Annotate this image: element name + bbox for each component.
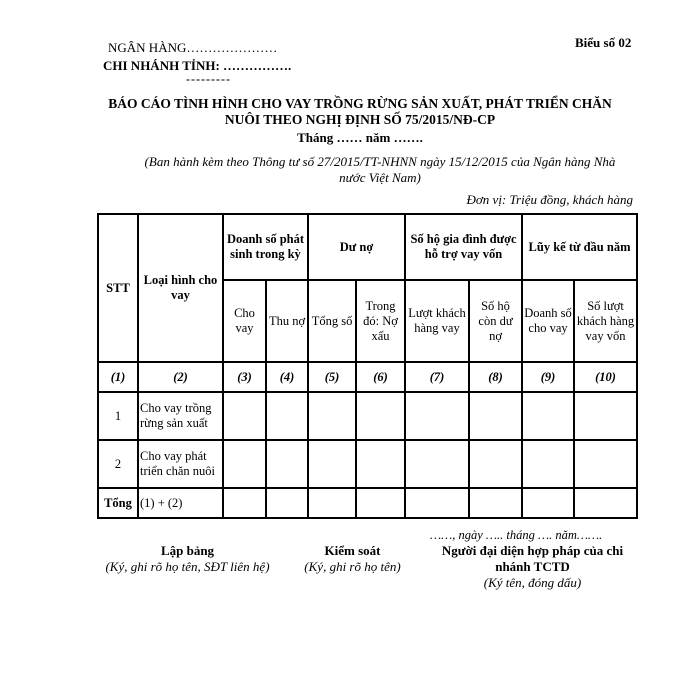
header-households: Số hộ gia đình được hỗ trợ vay vốn [405,214,522,280]
column-number: (2) [138,362,223,392]
empty-cell [574,488,637,518]
table-row [98,392,637,440]
row-stt: 2 [98,440,138,488]
column-number: (7) [405,362,469,392]
column-number: (5) [308,362,356,392]
issuance-note [100,154,660,186]
row-label: Cho vay trồng rừng sản xuất [138,392,223,440]
empty-cell [356,488,405,518]
subheader-cum-turns: Số lượt khách hàng vay vốn [574,280,637,362]
column-number: (4) [266,362,308,392]
empty-cell [522,392,574,440]
header-outstanding: Dư nợ [308,214,405,280]
row-stt: 1 [98,392,138,440]
empty-cell [266,440,308,488]
bank-label: NGÂN HÀNG………………… [108,40,278,55]
subheader-collect: Thu nợ [266,280,308,362]
empty-cell [266,488,308,518]
signature-representative [425,543,640,591]
header-stt: STT [98,214,138,362]
empty-cell [522,440,574,488]
empty-cell [522,488,574,518]
signature-controller [290,543,415,575]
empty-cell [356,440,405,488]
preparer-title: Lập bảng [160,543,215,558]
table-header-row [98,214,637,280]
unit-label: Đơn vị: Triệu đồng, khách hàng [466,192,633,207]
subheader-lend: Cho vay [223,280,266,362]
preparer-note: (Ký, ghi rõ họ tên, SĐT liên hệ) [105,559,270,574]
column-number: (8) [469,362,522,392]
subheader-total: Tổng số [308,280,356,362]
total-stt: Tổng [98,488,138,518]
empty-cell [405,392,469,440]
column-number-row [98,362,637,392]
report-title-line-2: NUÔI THEO NGHỊ ĐỊNH SỐ 75/2015/NĐ-CP [224,112,496,127]
header-turnover: Doanh số phát sinh trong kỳ [223,214,308,280]
report-title [90,96,630,128]
subheader-households-owing: Số hộ còn dư nợ [469,280,522,362]
controller-title: Kiểm soát [324,543,381,558]
controller-note: (Ký, ghi rõ họ tên) [304,559,401,574]
empty-cell [405,440,469,488]
subheader-bad-debt: Trong đó: Nợ xấu [356,280,405,362]
empty-cell [223,392,266,440]
form-number: Biểu số 02 [575,35,632,50]
empty-cell [308,488,356,518]
empty-cell [574,440,637,488]
total-row [98,488,637,518]
empty-cell [574,392,637,440]
empty-cell [405,488,469,518]
issuance-note-line-2: nước Việt Nam) [339,170,421,185]
header-loan-type: Loại hình cho vay [138,214,223,362]
report-table [97,213,638,519]
table-row [98,440,637,488]
report-period: Tháng …… năm ……. [297,130,423,145]
header-separator: --------- [186,72,231,86]
empty-cell [308,440,356,488]
header-cumulative: Lũy kế từ đầu năm [522,214,637,280]
column-number: (10) [574,362,637,392]
date-line: ……, ngày ….. tháng …. năm……. [430,528,603,542]
branch-label: CHI NHÁNH TỈNH: ……………. [103,58,292,73]
column-number: (3) [223,362,266,392]
empty-cell [308,392,356,440]
total-label: (1) + (2) [138,488,223,518]
row-label: Cho vay phát triển chăn nuôi [138,440,223,488]
representative-note: (Ký tên, đóng dấu) [483,575,582,590]
signature-preparer [100,543,275,575]
empty-cell [469,392,522,440]
report-title-line-1: BÁO CÁO TÌNH HÌNH CHO VAY TRỒNG RỪNG SẢN XUẤT, PHÁT TRIỂN CHĂN [108,96,612,111]
empty-cell [469,488,522,518]
column-number: (1) [98,362,138,392]
subheader-customer-turns: Lượt khách hàng vay [405,280,469,362]
issuance-note-line-1: (Ban hành kèm theo Thông tư số 27/2015/TT-NHNN ngày 15/12/2015 của Ngân hàng Nhà [144,154,616,169]
empty-cell [266,392,308,440]
empty-cell [223,488,266,518]
column-number: (6) [356,362,405,392]
empty-cell [469,440,522,488]
column-number: (9) [522,362,574,392]
subheader-cum-lending: Doanh số cho vay [522,280,574,362]
empty-cell [223,440,266,488]
representative-title: Người đại diện hợp pháp của chi nhánh TCTD [441,543,624,574]
empty-cell [356,392,405,440]
